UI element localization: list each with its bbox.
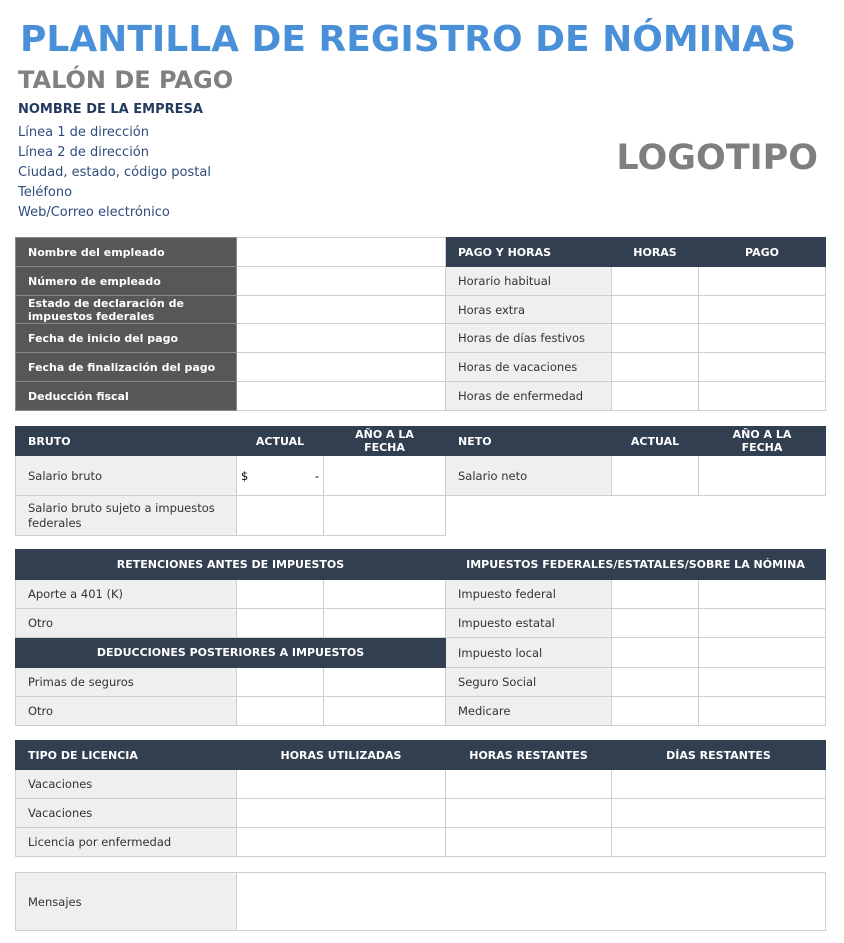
posttax-other-ytd[interactable]: [324, 697, 446, 726]
leave-sick-label: Licencia por enfermedad: [16, 828, 237, 857]
pay-start-date-label: Fecha de inicio del pago: [16, 324, 237, 353]
401k-label: Aporte a 401 (K): [16, 580, 237, 609]
state-tax-label: Impuesto estatal: [446, 609, 612, 638]
overtime-label: Horas extra: [446, 296, 612, 324]
overtime-hours-input[interactable]: [612, 296, 699, 324]
local-tax-current[interactable]: [612, 638, 699, 668]
empty-area: [446, 496, 826, 536]
state-tax-ytd[interactable]: [699, 609, 826, 638]
local-tax-ytd[interactable]: [699, 638, 826, 668]
pay-header: PAGO: [699, 238, 826, 267]
address-line-2: Línea 2 de dirección: [18, 145, 149, 160]
regular-hours-input[interactable]: [612, 267, 699, 296]
leave-type-header: TIPO DE LICENCIA: [16, 741, 237, 770]
tax-filing-status-input[interactable]: [237, 296, 446, 324]
401k-current[interactable]: [237, 580, 324, 609]
social-security-ytd[interactable]: [699, 668, 826, 697]
address-phone: Teléfono: [18, 185, 73, 200]
leave-vacation-used[interactable]: [237, 770, 446, 799]
social-security-label: Seguro Social: [446, 668, 612, 697]
net-ytd-header: AÑO A LA FECHA: [699, 427, 826, 456]
401k-ytd[interactable]: [324, 580, 446, 609]
tax-deduction-label: Deducción fiscal: [16, 382, 237, 411]
messages-input[interactable]: [237, 873, 826, 931]
net-salary-label: Salario neto: [446, 456, 612, 496]
tax-deduction-input[interactable]: [237, 382, 446, 411]
leave-vacation-label: Vacaciones: [16, 770, 237, 799]
messages-table: [15, 872, 826, 931]
gross-header: BRUTO: [16, 427, 237, 456]
empty-dash: -: [314, 468, 319, 483]
company-name: NOMBRE DE LA EMPRESA: [18, 102, 203, 117]
deductions-taxes-table: [15, 549, 826, 726]
leave-vacation-2-used[interactable]: [237, 799, 446, 828]
currency-symbol: $: [241, 468, 249, 483]
leave-vacation-remaining[interactable]: [446, 770, 612, 799]
taxable-gross-current[interactable]: [237, 496, 324, 536]
leave-vacation-2-remaining[interactable]: [446, 799, 612, 828]
holiday-hours-label: Horas de días festivos: [446, 324, 612, 353]
pay-end-date-label: Fecha de finalización del pago: [16, 353, 237, 382]
logo-placeholder: LOGOTIPO: [616, 138, 818, 178]
sick-hours-input[interactable]: [612, 382, 699, 411]
hours-used-header: HORAS UTILIZADAS: [237, 741, 446, 770]
federal-tax-label: Impuesto federal: [446, 580, 612, 609]
vacation-hours-label: Horas de vacaciones: [446, 353, 612, 382]
pay-start-date-input[interactable]: [237, 324, 446, 353]
leave-sick-days[interactable]: [612, 828, 826, 857]
gross-net-table: [15, 426, 826, 536]
employee-name-label: Nombre del empleado: [16, 238, 237, 267]
insurance-current[interactable]: [237, 668, 324, 697]
leave-vacation-2-days[interactable]: [612, 799, 826, 828]
employee-pay-table: [15, 237, 826, 411]
net-current-header: ACTUAL: [612, 427, 699, 456]
page-title: PLANTILLA DE REGISTRO DE NÓMINAS: [20, 19, 797, 60]
gross-salary-current[interactable]: [237, 456, 324, 496]
state-tax-current[interactable]: [612, 609, 699, 638]
gross-salary-label: Salario bruto: [16, 456, 237, 496]
tax-filing-status-label: Estado de declaración de impuestos federales: [16, 296, 237, 324]
insurance-ytd[interactable]: [324, 668, 446, 697]
pay-hours-header: PAGO Y HORAS: [446, 238, 612, 267]
regular-hours-label: Horario habitual: [446, 267, 612, 296]
taxable-gross-label: Salario bruto sujeto a impuestos federales: [16, 496, 237, 536]
taxable-gross-ytd[interactable]: [324, 496, 446, 536]
overtime-pay-input[interactable]: [699, 296, 826, 324]
pretax-header: RETENCIONES ANTES DE IMPUESTOS: [16, 550, 446, 580]
net-salary-current[interactable]: [612, 456, 699, 496]
regular-pay-input[interactable]: [699, 267, 826, 296]
address-city: Ciudad, estado, código postal: [18, 165, 211, 180]
holiday-hours-input[interactable]: [612, 324, 699, 353]
pretax-other-ytd[interactable]: [324, 609, 446, 638]
leave-vacation-days[interactable]: [612, 770, 826, 799]
hours-header: HORAS: [612, 238, 699, 267]
employee-number-input[interactable]: [237, 267, 446, 296]
leave-table: [15, 740, 826, 857]
pay-end-date-input[interactable]: [237, 353, 446, 382]
medicare-label: Medicare: [446, 697, 612, 726]
gross-salary-ytd[interactable]: [324, 456, 446, 496]
employee-number-label: Número de empleado: [16, 267, 237, 296]
hours-remaining-header: HORAS RESTANTES: [446, 741, 612, 770]
posttax-header: DEDUCCIONES POSTERIORES A IMPUESTOS: [16, 638, 446, 668]
federal-tax-current[interactable]: [612, 580, 699, 609]
insurance-label: Primas de seguros: [16, 668, 237, 697]
address-line-1: Línea 1 de dirección: [18, 125, 149, 140]
posttax-other-current[interactable]: [237, 697, 324, 726]
federal-tax-ytd[interactable]: [699, 580, 826, 609]
page-subtitle: TALÓN DE PAGO: [18, 66, 234, 94]
days-remaining-header: DÍAS RESTANTES: [612, 741, 826, 770]
address-web: Web/Correo electrónico: [18, 205, 170, 220]
messages-label: Mensajes: [16, 873, 237, 931]
net-salary-ytd[interactable]: [699, 456, 826, 496]
medicare-ytd[interactable]: [699, 697, 826, 726]
sick-hours-label: Horas de enfermedad: [446, 382, 612, 411]
posttax-other-label: Otro: [16, 697, 237, 726]
vacation-hours-input[interactable]: [612, 353, 699, 382]
vacation-pay-input[interactable]: [699, 353, 826, 382]
pretax-other-current[interactable]: [237, 609, 324, 638]
employee-name-input[interactable]: [237, 238, 446, 267]
medicare-current[interactable]: [612, 697, 699, 726]
gross-current-header: ACTUAL: [237, 427, 324, 456]
pretax-other-label: Otro: [16, 609, 237, 638]
holiday-pay-input[interactable]: [699, 324, 826, 353]
net-header: NETO: [446, 427, 612, 456]
local-tax-label: Impuesto local: [446, 638, 612, 668]
leave-sick-used[interactable]: [237, 828, 446, 857]
sick-pay-input[interactable]: [699, 382, 826, 411]
taxes-header: IMPUESTOS FEDERALES/ESTATALES/SOBRE LA NÓMINA: [446, 550, 826, 580]
social-security-current[interactable]: [612, 668, 699, 697]
leave-sick-remaining[interactable]: [446, 828, 612, 857]
gross-ytd-header: AÑO A LA FECHA: [324, 427, 446, 456]
leave-vacation-2-label: Vacaciones: [16, 799, 237, 828]
